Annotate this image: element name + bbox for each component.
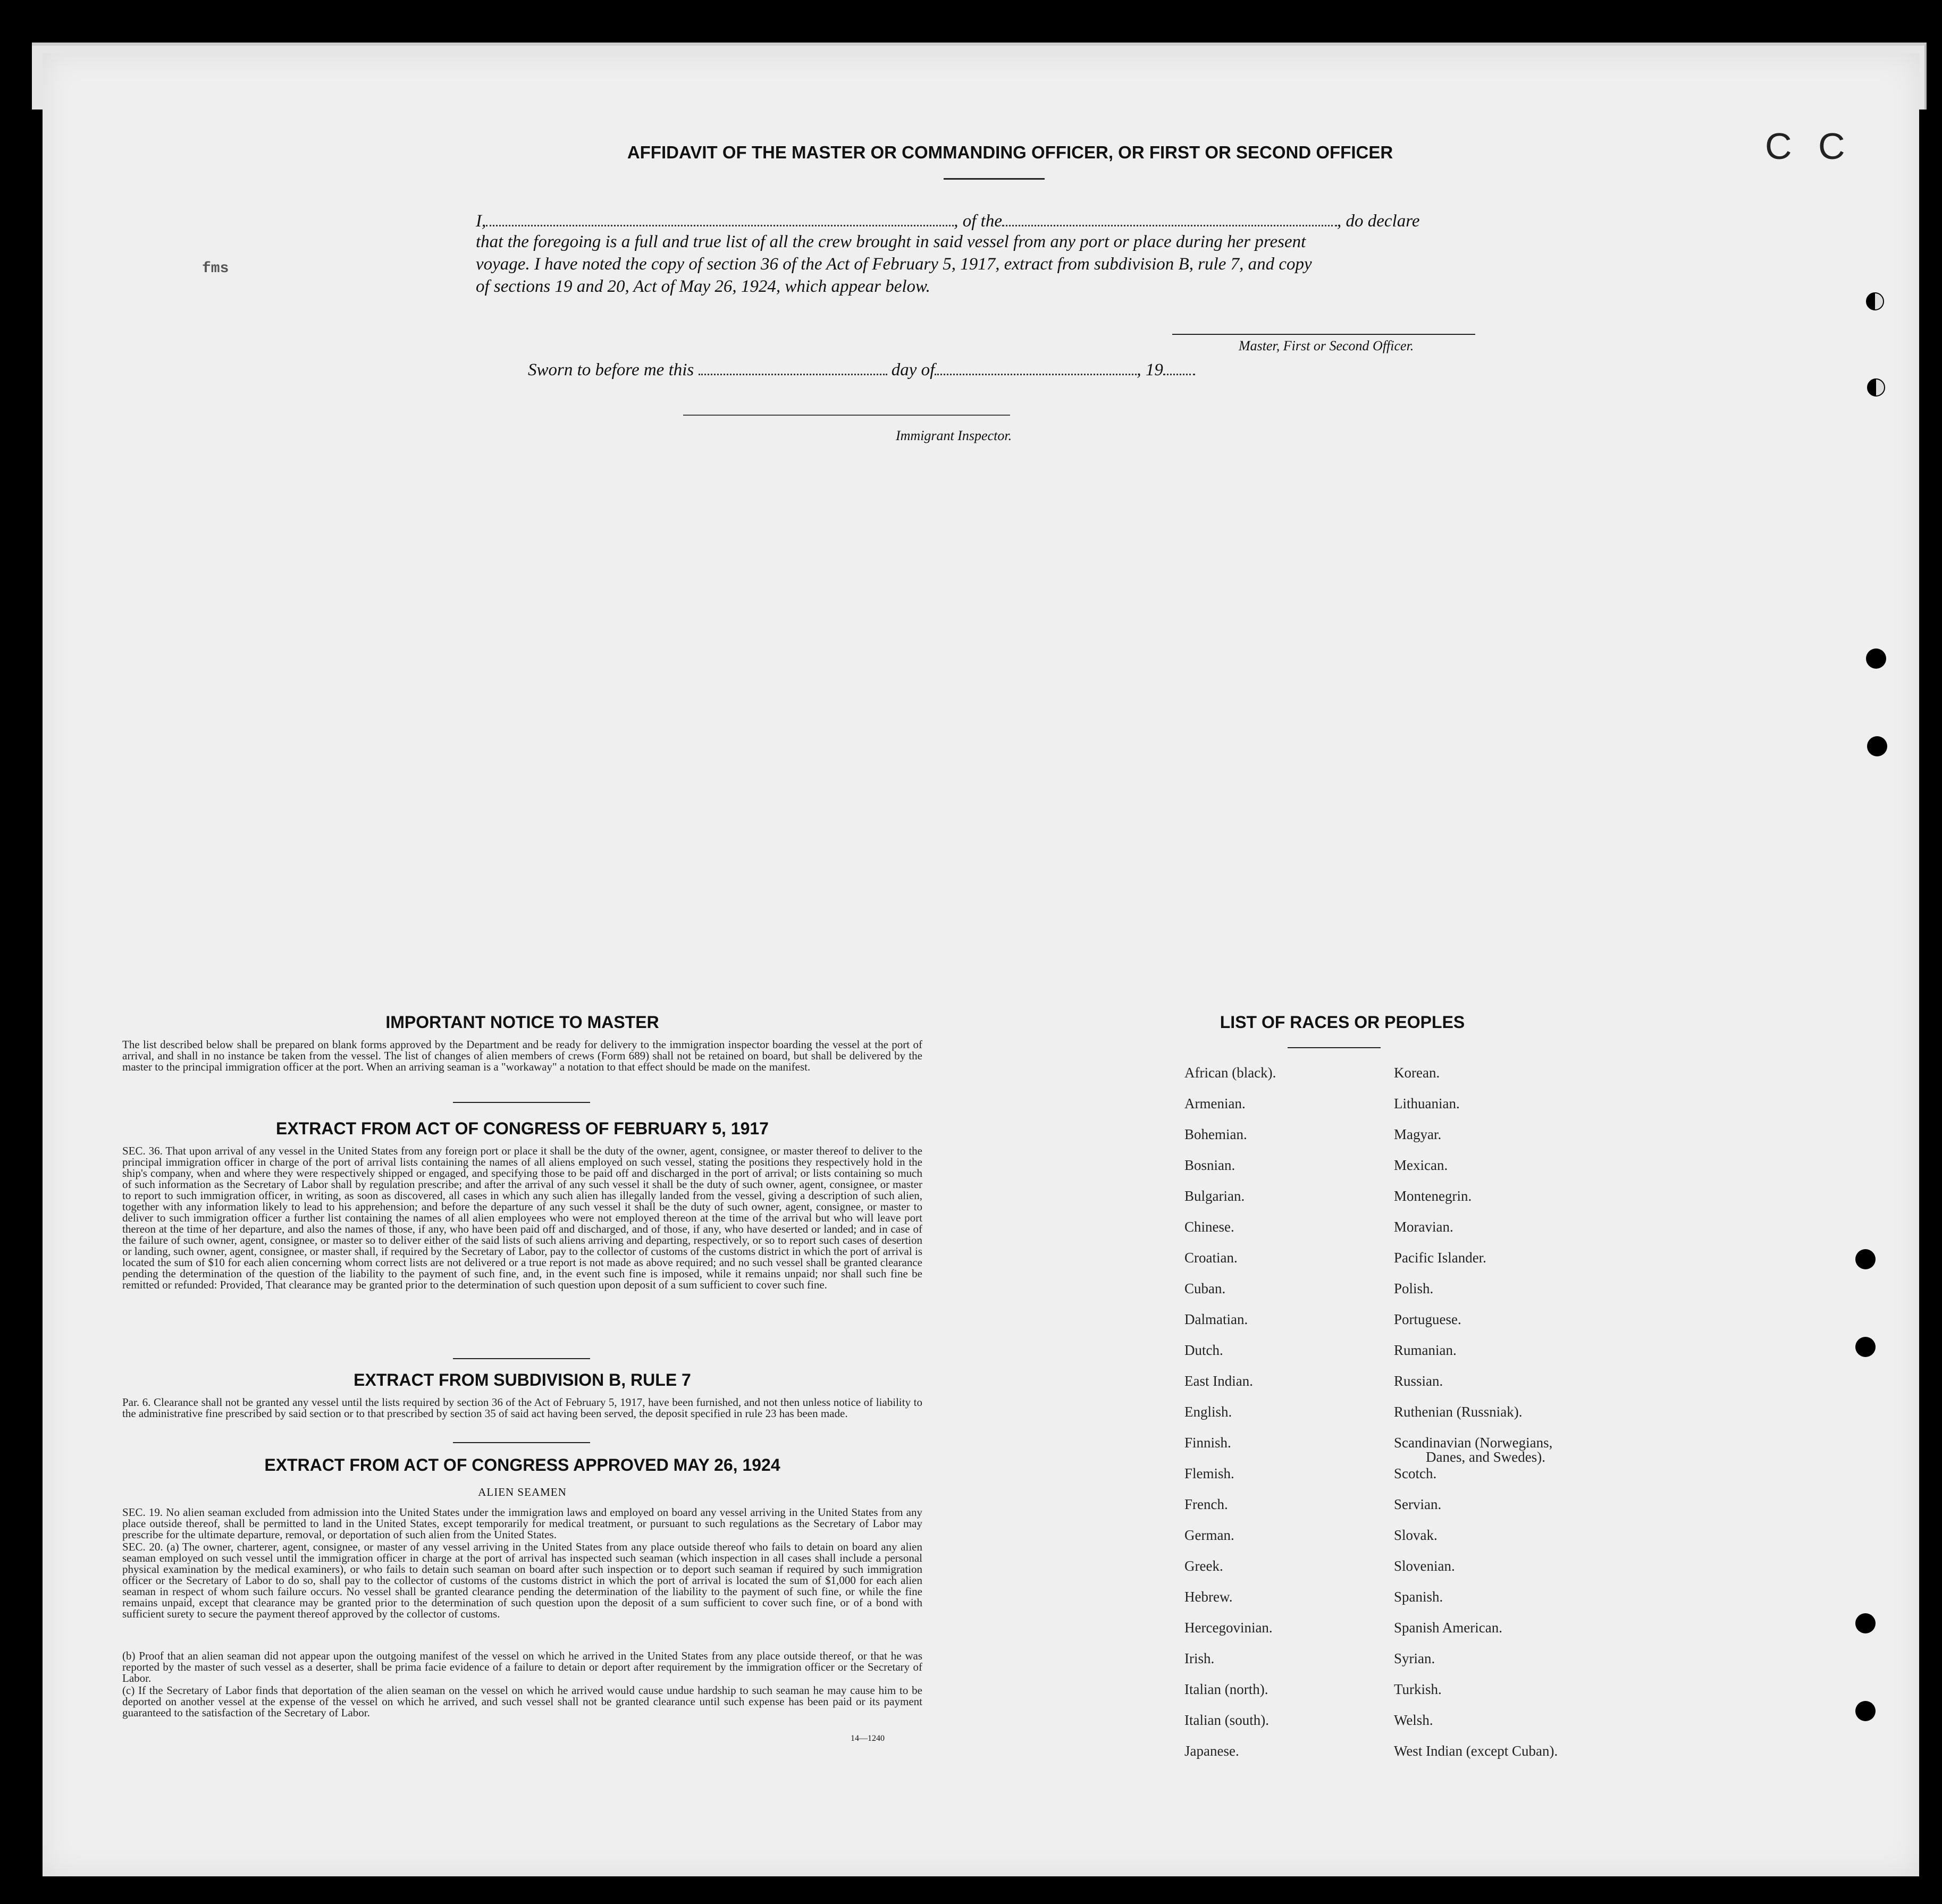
extract-1924-p3: (b) Proof that an alien seaman did not appear upon the outgoing manifest of the vessel on which he arrived in the United States from any place outside thereof, or that he was reported by the master of such vessel as a deserter, shall be prima facie evidence of a failure to detain or deport after requirement by the immigration officer or the Secretary of Labor. bbox=[122, 1649, 922, 1684]
races-rule bbox=[1288, 1047, 1381, 1048]
rule7-title: EXTRACT FROM SUBDIVISION B, RULE 7 bbox=[354, 1370, 691, 1389]
race-item: Greek. bbox=[1184, 1558, 1223, 1574]
affidavit-line3: voyage. I have noted the copy of section 36 of the Act of February 5, 1917, extract from subdivision B, rule 7, and copy bbox=[476, 255, 1312, 274]
race-item: Spanish. bbox=[1394, 1589, 1443, 1605]
punch-hole bbox=[1855, 1701, 1876, 1721]
race-item: Irish. bbox=[1184, 1650, 1215, 1666]
inspector-line bbox=[683, 415, 1010, 416]
race-item: Korean. bbox=[1394, 1065, 1440, 1081]
punch-hole bbox=[1855, 1613, 1876, 1633]
race-item: Dutch. bbox=[1184, 1342, 1223, 1358]
extract-1917-title: EXTRACT FROM ACT OF CONGRESS OF FEBRUARY 5, 1917 bbox=[276, 1119, 769, 1138]
race-item: Scotch. bbox=[1394, 1465, 1437, 1481]
race-item: Croatian. bbox=[1184, 1250, 1238, 1266]
race-item: Italian (north). bbox=[1184, 1681, 1268, 1697]
affidavit-line4: of sections 19 and 20, Act of May 26, 1924, which appear below. bbox=[476, 277, 930, 296]
extract-1924-p1: SEC. 19. No alien seaman excluded from admission into the United States under the immigration laws and employed on board any vessel arriving in the United States from any place outside thereof, shall be permitted to land in the United States, except temporarily for medical treatment, or pursuant to such regulations as the Secretary of Labor may prescribe for the ultimate departure, removal, or deportation of such alien from the United States. bbox=[122, 1506, 922, 1541]
sworn-line bbox=[528, 358, 1195, 380]
race-item: African (black). bbox=[1184, 1065, 1276, 1081]
race-item: Scandinavian (Norwegians, bbox=[1394, 1435, 1553, 1451]
affidavit-declare: , do declare bbox=[1336, 212, 1420, 231]
notice-rule bbox=[453, 1102, 590, 1103]
sworn-year-field bbox=[1163, 358, 1195, 375]
race-item: Slovak. bbox=[1394, 1527, 1437, 1543]
race-item: Armenian. bbox=[1184, 1096, 1246, 1111]
punch-hole bbox=[1855, 1249, 1876, 1269]
vessel-field bbox=[1002, 209, 1337, 226]
race-item: German. bbox=[1184, 1527, 1234, 1543]
race-item: West Indian (except Cuban). bbox=[1394, 1743, 1558, 1759]
race-item: Magyar. bbox=[1394, 1126, 1442, 1142]
affidavit-i: I, bbox=[476, 212, 486, 231]
race-item: Finnish. bbox=[1184, 1435, 1231, 1451]
race-item: Hebrew. bbox=[1184, 1589, 1233, 1605]
race-item: Moravian. bbox=[1394, 1219, 1453, 1235]
sworn-day-field bbox=[699, 358, 887, 375]
race-item: Pacific Islander. bbox=[1394, 1250, 1486, 1266]
extract-1924-p4: (c) If the Secretary of Labor finds that deportation of the alien seaman on the vessel on which he arrived would cause undue hardship to such seaman he may cause him to be deported on another vessel at the expense of the vessel on which he arrived, and such vessel shall not be granted clearance until such expense has been paid or its payment guaranteed to the satisfaction of the Secretary of Labor. bbox=[122, 1684, 922, 1719]
extract-1924-title: EXTRACT FROM ACT OF CONGRESS APPROVED MAY 26, 1924 bbox=[264, 1455, 780, 1475]
punch-hole bbox=[1866, 292, 1884, 310]
signature-line bbox=[1172, 334, 1475, 335]
punch-hole bbox=[1866, 648, 1886, 669]
sworn-prefix: Sworn to before me this bbox=[528, 360, 694, 380]
extract-1917-body: SEC. 36. That upon arrival of any vessel in the United States from any foreign port or place it shall be the duty of the owner, agent, consignee, or master thereof to deliver to the principal immigration officer in charge of the port of arrival lists containing the names of all aliens employed on such vessel, stating the positions they respectively hold in the ship's company, when and where they were respectively shipped or engaged, and specifying those to be paid off and discharged in the port of arrival; or lists containing so much of such information as the Secretary of Labor shall by regulation prescribe; and after the arrival of any such vessel it shall be the duty of such owner, agent, consignee, or master to report to such immigration officer, in writing, as soon as discovered, all cases in which any such alien has illegally landed from the vessel, giving a description of such alien, together with any information likely to lead to his apprehension; and before the departure of any such vessel it shall be the duty of such owner, agent, consignee, or master to deliver to such immigration officer a further list containing the names of all alien employees who were not employed thereon at the time of the arrival but who will leave port thereon at the time of her departure, and also the names of those, if any, who have been paid off and discharged, and of those, if any, who have deserted or landed; and in case of the failure of such owner, agent, consignee, or master so to deliver either of the said lists of such aliens arriving and departing, respectively, or so to report such cases of desertion or landing, such owner, agent, consignee, or master shall, if required by the Secretary of Labor, pay to the collector of customs of the customs district in which the port of arrival is located the sum of $10 for each alien concerning whom correct lists are not delivered or a true report is not made as above required; and no such vessel shall be granted clearance pending the determination of the question of the liability to the payment of such fine, and, in the event such fine is imposed, while it remains unpaid; nor shall such fine be remitted or refunded: Provided, That clearance may be granted prior to the determination of such question upon deposit of a sum sufficient to cover such fine. bbox=[122, 1144, 922, 1291]
race-item: Bosnian. bbox=[1184, 1157, 1235, 1173]
race-item: Welsh. bbox=[1394, 1712, 1433, 1728]
race-item: East Indian. bbox=[1184, 1373, 1253, 1389]
notice-body: The list described below shall be prepared on blank forms approved by the Department and be ready for delivery to the immigration inspector boarding the vessel at the port of arrival, and shall in no instance be taken from the vessel. The list of changes of alien members of crews (Form 689) shall not be retained on board, but shall be delivered by the master to the principal immigration officer at the port. When an arriving seaman is a "workaway" a notation to that effect should be made on the manifest. bbox=[122, 1038, 922, 1073]
affidavit-line2: that the foregoing is a full and true list of all the crew brought in said vessel from any port or place during her present bbox=[476, 232, 1306, 251]
race-item: Turkish. bbox=[1394, 1681, 1442, 1697]
race-item: Spanish American. bbox=[1394, 1620, 1502, 1636]
race-item: Ruthenian (Russniak). bbox=[1394, 1404, 1523, 1420]
race-item: Cuban. bbox=[1184, 1280, 1226, 1296]
race-item: Syrian. bbox=[1394, 1650, 1435, 1666]
sworn-year: , 19 bbox=[1137, 360, 1163, 380]
extract-1917-rule bbox=[453, 1358, 590, 1359]
race-item: Bohemian. bbox=[1184, 1126, 1247, 1142]
race-item: Portuguese. bbox=[1394, 1311, 1461, 1327]
race-item: Japanese. bbox=[1184, 1743, 1239, 1759]
affidavit-line1 bbox=[476, 209, 1512, 231]
inspector-caption: Immigrant Inspector. bbox=[896, 428, 1012, 443]
signature-caption: Master, First or Second Officer. bbox=[1239, 338, 1414, 353]
race-item: Dalmatian. bbox=[1184, 1311, 1248, 1327]
race-item: Italian (south). bbox=[1184, 1712, 1269, 1728]
race-item: Rumanian. bbox=[1394, 1342, 1457, 1358]
left-margin-mark: fms bbox=[202, 260, 229, 277]
race-item: English. bbox=[1184, 1404, 1232, 1420]
extract-1924-subtitle: ALIEN SEAMEN bbox=[478, 1486, 567, 1498]
race-item: Russian. bbox=[1394, 1373, 1443, 1389]
notice-title: IMPORTANT NOTICE TO MASTER bbox=[385, 1013, 659, 1032]
race-item: Chinese. bbox=[1184, 1219, 1234, 1235]
punch-hole bbox=[1855, 1337, 1876, 1357]
race-item: Lithuanian. bbox=[1394, 1096, 1460, 1111]
corner-mark-2: C bbox=[1818, 125, 1845, 167]
punch-hole bbox=[1867, 736, 1887, 756]
sworn-month-field bbox=[935, 358, 1137, 375]
rule7-rule bbox=[453, 1442, 590, 1443]
rule7-body: Par. 6. Clearance shall not be granted any vessel until the lists required by section 36 of the Act of February 5, 1917, have been furnished, and not then unless notice of liability to the administrative fine prescribed by said section or to that prescribed by section 35 of said act having been served, the deposit specified in rule 23 has been made. bbox=[122, 1396, 922, 1420]
sworn-day-of: day of bbox=[891, 360, 935, 380]
title-rule bbox=[944, 178, 1045, 180]
race-item: Polish. bbox=[1394, 1280, 1434, 1296]
race-item: French. bbox=[1184, 1496, 1228, 1512]
race-item: Bulgarian. bbox=[1184, 1188, 1245, 1204]
race-item-continuation: Danes, and Swedes). bbox=[1426, 1449, 1545, 1465]
race-item: Slovenian. bbox=[1394, 1558, 1455, 1574]
race-item: Flemish. bbox=[1184, 1465, 1234, 1481]
corner-mark: C bbox=[1765, 125, 1792, 167]
form-number: 14—1240 bbox=[851, 1734, 885, 1743]
race-item: Servian. bbox=[1394, 1496, 1442, 1512]
race-item: Mexican. bbox=[1394, 1157, 1448, 1173]
affidavit-of-the: , of the bbox=[954, 212, 1002, 231]
race-item: Hercegovinian. bbox=[1184, 1620, 1273, 1636]
race-item: Montenegrin. bbox=[1394, 1188, 1472, 1204]
extract-1924-p2: SEC. 20. (a) The owner, charterer, agent, consignee, or master of any vessel arriving in the United States from any place outside thereof who fails to detain on board any alien seaman employed on such vessel until the immigration officer in charge at the port of arrival has inspected such seaman (which inspection in all cases shall include a personal physical examination by the medical examiners), or who fails to detain such seaman on board after such inspection or to deport such seaman if required by such immigration officer or the Secretary of Labor to do so, shall pay to the collector of customs of the customs district in which the port of arrival is located the sum of $1,000 for each alien seaman in respect of whom such failure occurs. No vessel shall be granted clearance pending the determination of the liability to the payment of such fine, or while the fine remains unpaid, except that clearance may be granted prior to the determination of such question upon the deposit of a sum sufficient to cover such fine, or of a bond with sufficient surety to secure the payment thereof approved by the collector of customs. bbox=[122, 1540, 922, 1620]
punch-hole bbox=[1867, 378, 1885, 397]
races-title: LIST OF RACES OR PEOPLES bbox=[1220, 1013, 1465, 1032]
name-field bbox=[486, 209, 954, 226]
affidavit-title: AFFIDAVIT OF THE MASTER OR COMMANDING OFFICER, OR FIRST OR SECOND OFFICER bbox=[627, 142, 1393, 162]
